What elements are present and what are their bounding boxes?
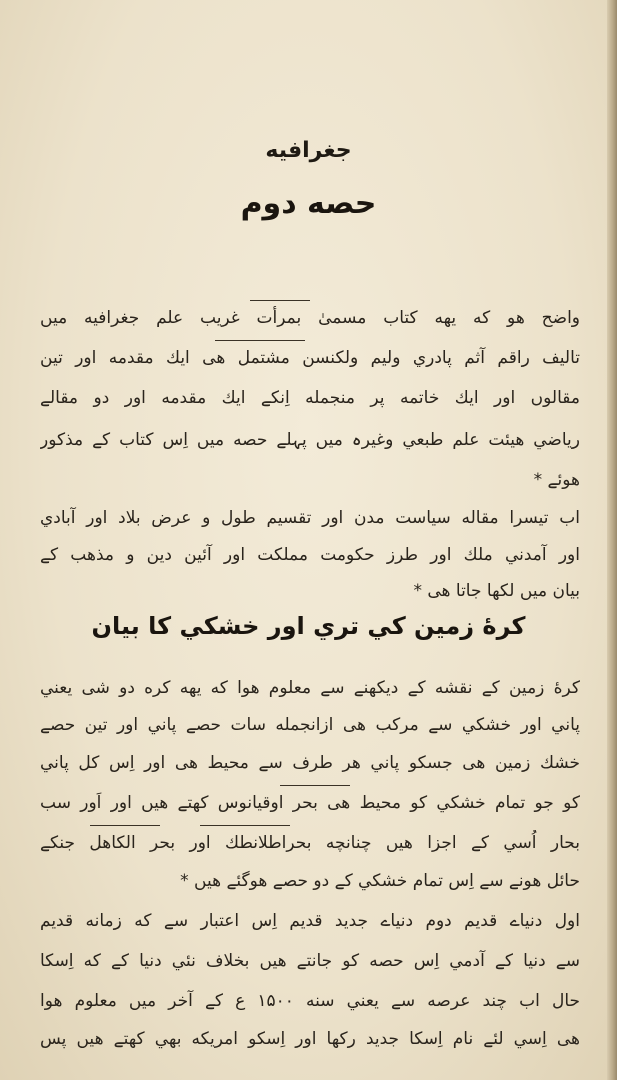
para4-line-4: هى اِسي لئے نام اِسكا جديد ركها اور اِسكو امريكه بهي كهتے هيں پس — [40, 1029, 580, 1049]
overline-mark — [90, 825, 160, 826]
overline-mark — [215, 340, 305, 341]
para4-line-2: سے دنيا كے آدمي اِس حصه كو جانتے هيں بخلاف نئي دنيا كے كه اِسكا — [40, 951, 580, 971]
para1-line-3: مقالوں اور ايك خاتمه پر منجمله اِنكے ايك مقدمه اور دو مقالے — [40, 388, 580, 408]
para3-line-3: خشك زمين هى جسكو پاني هر طرف سے محيط هى اور اِس كل پاني — [40, 753, 580, 773]
para3-line-5: بحار اُسي كے اجزا هيں چنانچه بحراطلانطك اور بحر الكاهل جنكے — [40, 833, 580, 853]
para3-line-6: حائل هونے سے اِس تمام خشكي كے دو حصے هوگئے هيں * — [180, 871, 580, 891]
overline-mark — [280, 785, 350, 786]
section-heading: كرهٔ زمين كي تري اور خشكي كا بيان — [91, 612, 526, 640]
para3-line-1: كرهٔ زمين كے نقشه كے ديكهنے سے معلوم هوا كه يهه كره دو شى يعني — [40, 678, 580, 698]
para4-line-1: اول دنياے قديم دوم دنياے جديد قديم اِس اعتبار سے كه زمانه قديم — [40, 911, 580, 931]
para2-line-3: بيان ميں لكها جاتا هى * — [413, 581, 580, 601]
para2-line-1: اب تيسرا مقاله سياست مدن اور تقسيم طول و عرض بلاد اور آبادي — [40, 508, 580, 528]
page-title: جغرافيه — [265, 138, 352, 163]
para1-line-5: هوئے * — [533, 470, 580, 490]
section-title: حصه دوم — [240, 186, 377, 221]
overline-mark — [200, 825, 290, 826]
para4-line-3: حال اب چند عرصه سے يعني سنه ۱۵۰۰ ع كے آخر ميں معلوم هوا — [40, 991, 580, 1011]
overline-mark — [250, 300, 310, 301]
para2-line-2: اور آمدني ملك اور طرز حكومت مملكت اور آئين دين و مذهب كے — [40, 545, 580, 565]
para1-line-1: واضح هو كه يهه كتاب مسمىٰ بمرأت غريب علم جغرافيه ميں — [40, 308, 580, 328]
para1-line-2: تاليف راقم آثم پادري وليم ولكنسن مشتمل هى ايك مقدمه اور تين — [40, 348, 580, 368]
para3-line-2: پاني اور خشكي سے مركب هى ازانجمله سات حصے پاني اور تين حصے — [40, 715, 580, 735]
para3-line-4: كو جو تمام خشكي كو محيط هى بحر اوقيانوس كهتے هيں اور اَور سب — [40, 793, 580, 813]
para1-line-4: رياضي هيئت علم طبعي وغيرہ ميں پہلے حصه ميں اِس كتاب كے مذكور — [40, 430, 580, 450]
